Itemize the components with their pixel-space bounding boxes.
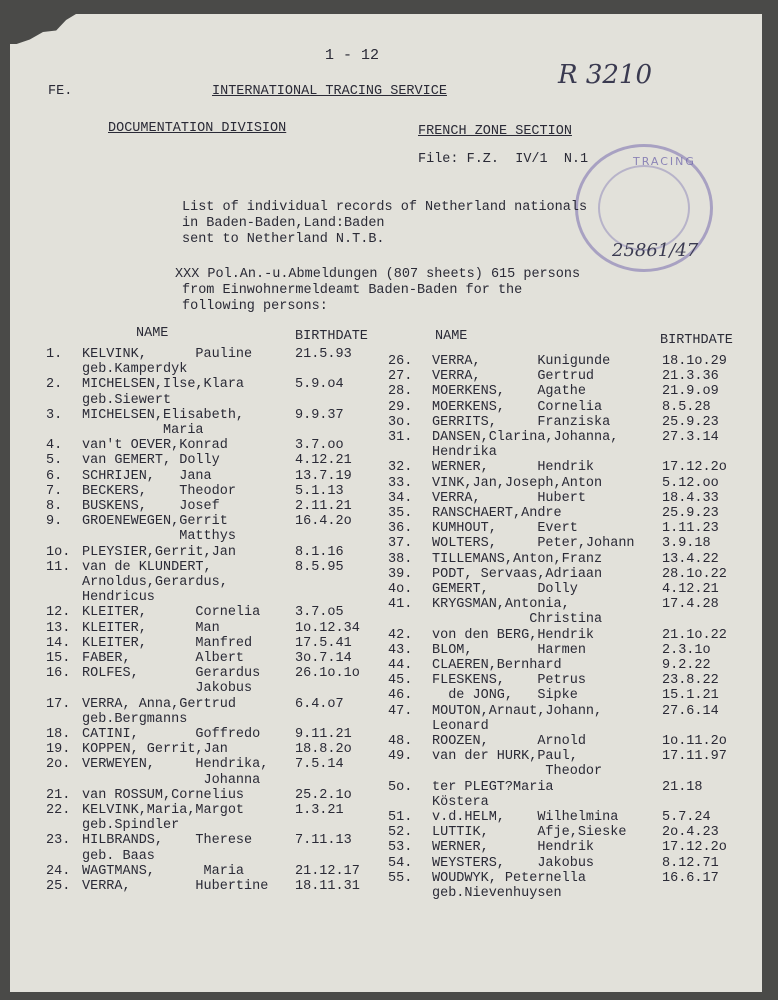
record-name: WEYSTERS, Jakobus xyxy=(432,855,595,871)
record-name: MICHELSEN,Ilse,Klara xyxy=(82,377,245,393)
record-birthdate: 8.5.95 xyxy=(295,559,344,575)
record-name: de JONG, Sipke xyxy=(432,688,578,704)
record-name: van de KLUNDERT, xyxy=(82,559,212,575)
record-birthdate: 3.7.o5 xyxy=(295,605,344,621)
record-birthdate: 27.3.14 xyxy=(662,430,719,445)
record-name-continued: geb.Kamperdyk xyxy=(82,362,188,378)
record-number: 43. xyxy=(388,642,413,658)
record-number: 44. xyxy=(388,658,413,673)
record-name: BUSKENS, Josef xyxy=(82,499,220,514)
record-birthdate: 8.5.28 xyxy=(662,399,711,415)
record-name: FLESKENS, Petrus xyxy=(432,673,586,689)
record-name: FABER, Albert xyxy=(82,651,245,666)
record-name: SCHRIJEN, Jana xyxy=(82,468,212,484)
record-name: PLEYSIER,Gerrit,Jan xyxy=(82,544,236,560)
record-number: 18. xyxy=(46,727,71,742)
record-number: 37. xyxy=(388,536,413,552)
record-number: 33. xyxy=(388,475,413,491)
intro-line-2: in Baden-Baden,Land:Baden xyxy=(182,216,385,231)
record-name: WOLTERS, Peter,Johann xyxy=(432,536,635,552)
record-name: WERNER, Hendrik xyxy=(432,460,595,476)
record-number: 1o. xyxy=(46,544,71,560)
record-name: van't OEVER,Konrad xyxy=(82,438,228,454)
record-birthdate: 17.4.28 xyxy=(662,597,719,613)
stamp-text: TRACING xyxy=(633,155,696,168)
record-birthdate: 18.8.2o xyxy=(295,742,352,758)
record-birthdate: 13.7.19 xyxy=(295,468,352,484)
record-name: KELVINK,Maria,Margot xyxy=(82,803,245,818)
record-birthdate: 4.12.21 xyxy=(662,582,719,597)
record-birthdate: 13.4.22 xyxy=(662,551,719,567)
record-name: WAGTMANS, Maria xyxy=(82,863,245,879)
record-number: 5o. xyxy=(388,779,413,795)
right-name-header: NAME xyxy=(435,329,468,344)
record-name: KLEITER, Cornelia xyxy=(82,605,261,621)
record-number: 28. xyxy=(388,384,413,400)
record-number: 8. xyxy=(46,499,63,514)
record-birthdate: 25.2.1o xyxy=(295,787,352,803)
left-birthdate-header: BIRTHDATE xyxy=(295,329,368,344)
record-number: 2. xyxy=(46,377,63,393)
record-birthdate: 21.18 xyxy=(662,779,703,795)
record-number: 17. xyxy=(46,696,71,712)
record-number: 24. xyxy=(46,863,71,879)
record-number: 34. xyxy=(388,490,413,506)
record-name: CATINI, Goffredo xyxy=(82,727,261,742)
record-name: ter PLEGT?Maria xyxy=(432,779,554,795)
record-number: 7. xyxy=(46,483,63,499)
record-name: LUTTIK, Afje,Sieske xyxy=(432,825,627,841)
record-name: VINK,Jan,Joseph,Anton xyxy=(432,475,603,491)
record-birthdate: 1.3.21 xyxy=(295,803,344,818)
record-name: WOUDWYK, Peternella xyxy=(432,870,586,886)
record-birthdate: 21.3.36 xyxy=(662,369,719,385)
record-name: v.d.HELM, Wilhelmina xyxy=(432,810,619,825)
record-number: 14. xyxy=(46,635,71,651)
record-birthdate: 15.1.21 xyxy=(662,688,719,704)
record-birthdate: 5.1.13 xyxy=(295,483,344,499)
record-birthdate: 21.9.o9 xyxy=(662,384,719,400)
record-birthdate: 25.9.23 xyxy=(662,414,719,430)
record-number: 46. xyxy=(388,688,413,704)
record-birthdate: 4.12.21 xyxy=(295,453,352,469)
division-title: DOCUMENTATION DIVISION xyxy=(108,121,287,136)
record-birthdate: 21.12.17 xyxy=(295,863,360,879)
record-number: 5. xyxy=(46,453,63,469)
record-birthdate: 9.9.37 xyxy=(295,407,344,423)
record-name-continued: Hendricus xyxy=(82,590,155,606)
record-name: TILLEMANS,Anton,Franz xyxy=(432,551,603,567)
record-birthdate: 5.9.o4 xyxy=(295,377,344,393)
record-name: KLEITER, Man xyxy=(82,620,220,636)
record-number: 35. xyxy=(388,506,413,521)
record-birthdate: 2.11.21 xyxy=(295,499,352,514)
record-birthdate: 9.2.22 xyxy=(662,658,711,673)
intro-line-1: List of individual records of Netherland nationals xyxy=(182,200,588,215)
record-birthdate: 9.11.21 xyxy=(295,727,352,742)
record-name: von den BERG,Hendrik xyxy=(432,627,595,643)
record-number: 25. xyxy=(46,879,71,894)
record-birthdate: 28.1o.22 xyxy=(662,566,727,582)
record-name-continued: geb.Siewert xyxy=(82,392,172,408)
record-birthdate: 16.6.17 xyxy=(662,870,719,886)
record-name: MOERKENS, Cornelia xyxy=(432,399,603,415)
page-number: 1 - 12 xyxy=(325,47,380,64)
record-name: HILBRANDS, Therese xyxy=(82,833,253,849)
record-number: 51. xyxy=(388,810,413,825)
record-number: 41. xyxy=(388,597,413,613)
record-name: KUMHOUT, Evert xyxy=(432,521,578,537)
record-number: 36. xyxy=(388,521,413,537)
record-name: MOUTON,Arnaut,Johann, xyxy=(432,703,603,719)
record-name: KELVINK, Pauline xyxy=(82,347,253,362)
record-number: 16. xyxy=(46,666,71,682)
record-name-continued: Theodor xyxy=(432,764,603,780)
record-number: 47. xyxy=(388,703,413,719)
record-birthdate: 3o.7.14 xyxy=(295,651,352,666)
record-birthdate: 1o.11.2o xyxy=(662,734,727,749)
record-number: 55. xyxy=(388,870,413,886)
record-name: VERRA, Gertrud xyxy=(432,369,595,385)
record-name-continued: geb.Spindler xyxy=(82,818,180,834)
right-birthdate-header: BIRTHDATE xyxy=(660,333,733,348)
record-name: ROLFES, Gerardus xyxy=(82,666,261,682)
record-number: 27. xyxy=(388,369,413,385)
record-name: RANSCHAERT,Andre xyxy=(432,506,562,521)
record-number: 11. xyxy=(46,559,71,575)
record-birthdate: 1.11.23 xyxy=(662,521,719,537)
handwritten-reference: R 3210 xyxy=(558,60,653,90)
record-name: van GEMERT, Dolly xyxy=(82,453,220,469)
record-name: van der HURK,Paul, xyxy=(432,749,578,765)
record-birthdate: 21.1o.22 xyxy=(662,627,727,643)
record-number: 23. xyxy=(46,833,71,849)
record-number: 22. xyxy=(46,803,71,818)
record-number: 31. xyxy=(388,430,413,445)
record-birthdate: 23.8.22 xyxy=(662,673,719,689)
record-name-continued: Köstera xyxy=(432,794,489,810)
record-number: 4. xyxy=(46,438,63,454)
record-birthdate: 7.11.13 xyxy=(295,833,352,849)
record-birthdate: 17.11.97 xyxy=(662,749,727,765)
record-number: 3o. xyxy=(388,414,413,430)
record-name: VERWEYEN, Hendrika, xyxy=(82,757,269,773)
record-number: 13. xyxy=(46,620,71,636)
record-name-continued: Leonard xyxy=(432,718,489,734)
torn-corner xyxy=(10,14,76,44)
record-number: 38. xyxy=(388,551,413,567)
record-birthdate: 21.5.93 xyxy=(295,347,352,362)
left-name-header: NAME xyxy=(136,326,169,341)
intro-line-4: XXX Pol.An.-u.Abmeldungen (807 sheets) 615 persons xyxy=(175,267,581,282)
record-number: 49. xyxy=(388,749,413,765)
record-number: 12. xyxy=(46,605,71,621)
record-birthdate: 27.6.14 xyxy=(662,703,719,719)
record-birthdate: 3.9.18 xyxy=(662,536,711,552)
record-number: 29. xyxy=(388,399,413,415)
record-name-continued: geb.Bergmanns xyxy=(82,711,188,727)
record-number: 9. xyxy=(46,514,63,530)
record-name-continued: Maria xyxy=(82,423,204,438)
record-name-continued: Johanna xyxy=(82,772,261,788)
record-name-continued: geb.Nievenhuysen xyxy=(432,886,562,901)
record-name: MOERKENS, Agathe xyxy=(432,384,586,400)
record-name: VERRA, Hubert xyxy=(432,490,586,506)
record-birthdate: 17.5.41 xyxy=(295,635,352,651)
record-birthdate: 8.1.16 xyxy=(295,544,344,560)
record-birthdate: 6.4.o7 xyxy=(295,696,344,712)
record-number: 6. xyxy=(46,468,63,484)
record-birthdate: 2o.4.23 xyxy=(662,825,719,841)
record-number: 39. xyxy=(388,566,413,582)
intro-line-6: following persons: xyxy=(182,299,328,314)
record-birthdate: 5.7.24 xyxy=(662,810,711,825)
record-birthdate: 7.5.14 xyxy=(295,757,344,773)
record-name: GROENEWEGEN,Gerrit xyxy=(82,514,228,530)
record-name: BLOM, Harmen xyxy=(432,642,586,658)
record-birthdate: 1o.12.34 xyxy=(295,620,360,636)
record-name: KRYGSMAN,Antonia, xyxy=(432,597,570,613)
record-birthdate: 8.12.71 xyxy=(662,855,719,871)
record-name-continued: Arnoldus,Gerardus, xyxy=(82,575,228,590)
record-birthdate: 2.3.1o xyxy=(662,642,711,658)
record-number: 3. xyxy=(46,407,63,423)
record-number: 15. xyxy=(46,651,71,666)
intro-line-3: sent to Netherland N.T.B. xyxy=(182,232,385,247)
record-name-continued: Jakobus xyxy=(82,681,253,697)
record-number: 21. xyxy=(46,787,71,803)
record-name-continued: Matthys xyxy=(82,529,236,545)
record-name: DANSEN,Clarina,Johanna, xyxy=(432,430,619,445)
record-name: van ROSSUM,Cornelius xyxy=(82,787,245,803)
record-number: 42. xyxy=(388,627,413,643)
record-name-continued: Hendrika xyxy=(432,445,497,461)
record-birthdate: 18.11.31 xyxy=(295,879,360,894)
record-birthdate: 16.4.2o xyxy=(295,514,352,530)
record-name: KOPPEN, Gerrit,Jan xyxy=(82,742,228,758)
record-birthdate: 3.7.oo xyxy=(295,438,344,454)
record-name: VERRA, Hubertine xyxy=(82,879,269,894)
record-number: 32. xyxy=(388,460,413,476)
record-name: BECKERS, Theodor xyxy=(82,483,236,499)
record-name: VERRA, Kunigunde xyxy=(432,354,611,369)
record-birthdate: 5.12.oo xyxy=(662,475,719,491)
record-number: 4o. xyxy=(388,582,413,597)
record-name: ROOZEN, Arnold xyxy=(432,734,586,749)
record-name: GERRITS, Franziska xyxy=(432,414,611,430)
intro-line-5: from Einwohnermeldeamt Baden-Baden for the xyxy=(182,283,523,298)
record-name-continued: geb. Baas xyxy=(82,848,155,864)
record-birthdate: 18.4.33 xyxy=(662,490,719,506)
record-birthdate: 18.1o.29 xyxy=(662,354,727,369)
record-number: 19. xyxy=(46,742,71,758)
record-name: CLAEREN,Bernhard xyxy=(432,658,562,673)
organization-title: INTERNATIONAL TRACING SERVICE xyxy=(212,84,447,99)
document-page xyxy=(10,14,762,992)
record-name: WERNER, Hendrik xyxy=(432,840,595,856)
record-name: GEMERT, Dolly xyxy=(432,582,578,597)
file-reference: File: F.Z. IV/1 N.1 xyxy=(418,152,589,167)
record-number: 2o. xyxy=(46,757,71,773)
record-name-continued: Christina xyxy=(432,612,603,628)
stamp-number: 25861/47 xyxy=(612,240,699,261)
record-birthdate: 25.9.23 xyxy=(662,506,719,521)
record-name: PODT, Servaas,Adriaan xyxy=(432,566,603,582)
record-name: MICHELSEN,Elisabeth, xyxy=(82,407,245,423)
record-number: 26. xyxy=(388,354,413,369)
record-birthdate: 26.1o.1o xyxy=(295,666,360,682)
record-birthdate: 17.12.2o xyxy=(662,460,727,476)
record-birthdate: 17.12.2o xyxy=(662,840,727,856)
record-number: 1. xyxy=(46,347,63,362)
record-number: 52. xyxy=(388,825,413,841)
record-number: 48. xyxy=(388,734,413,749)
record-number: 53. xyxy=(388,840,413,856)
record-name: VERRA, Anna,Gertrud xyxy=(82,696,236,712)
record-number: 45. xyxy=(388,673,413,689)
record-name: KLEITER, Manfred xyxy=(82,635,253,651)
fe-label: FE. xyxy=(48,84,73,99)
record-number: 54. xyxy=(388,855,413,871)
section-title: FRENCH ZONE SECTION xyxy=(418,124,572,139)
